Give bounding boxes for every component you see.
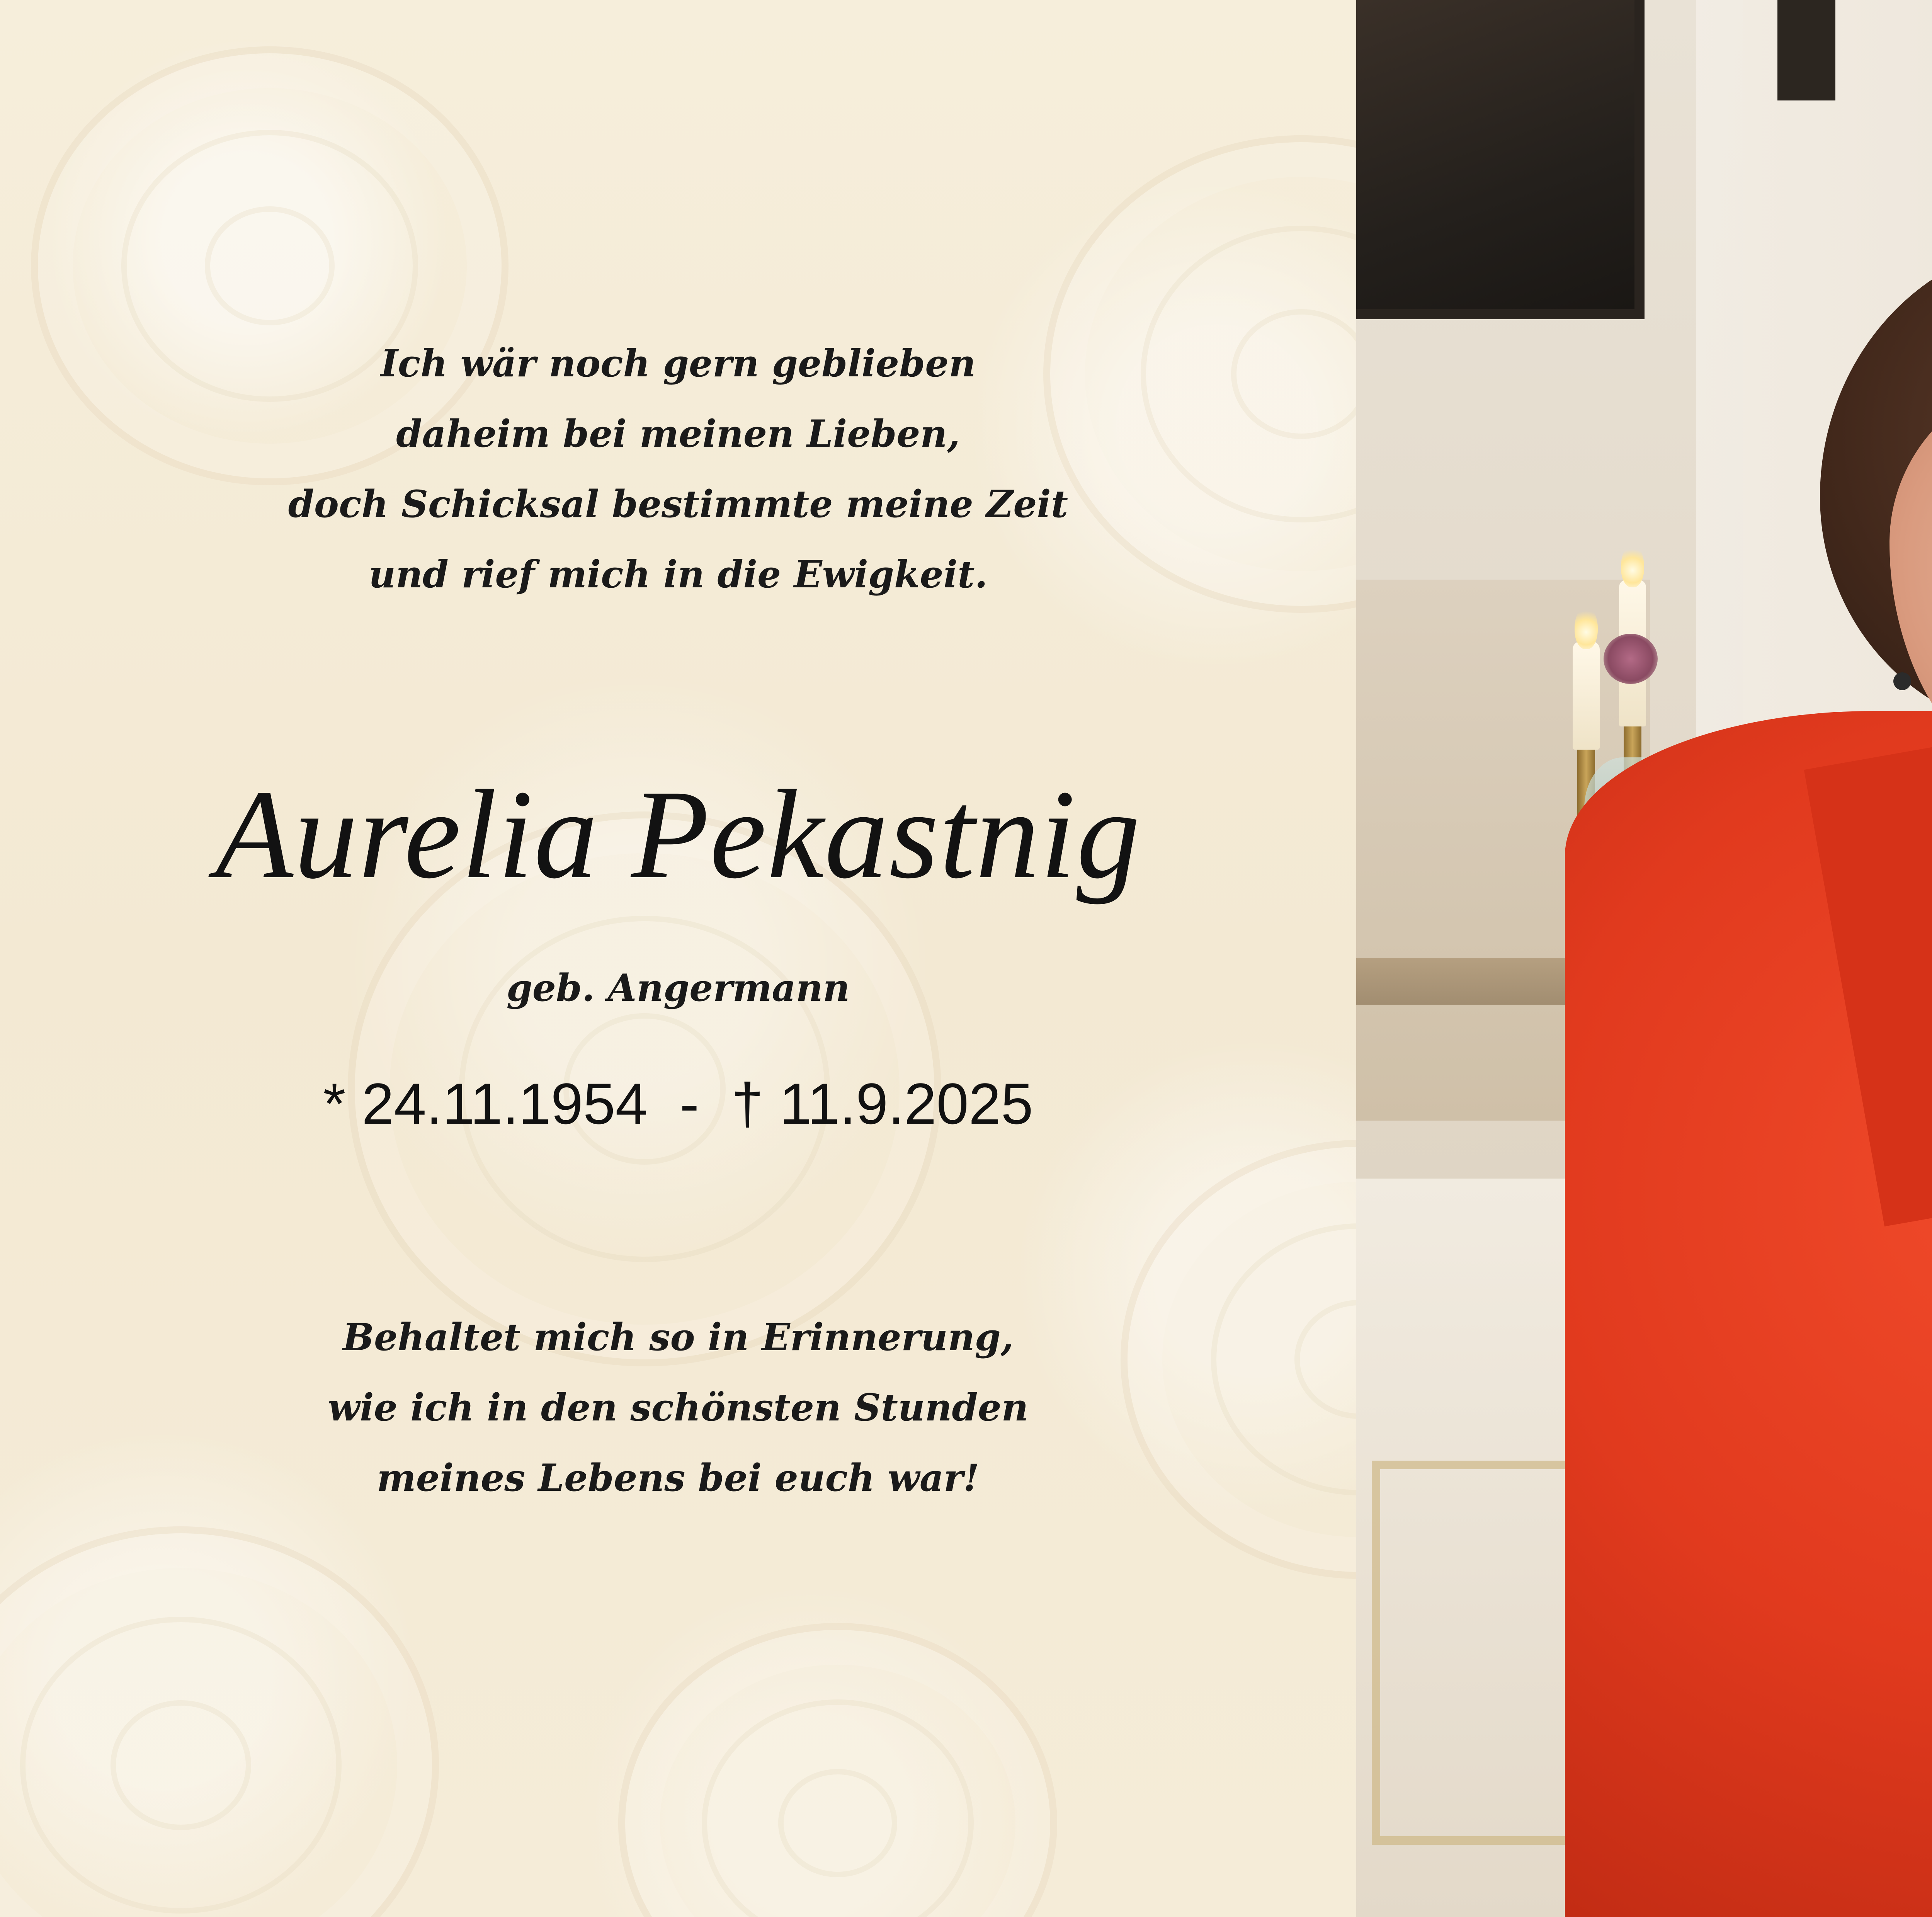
photo-background-painting — [1777, 0, 1835, 100]
photo-background-altar-frame — [1372, 1461, 1582, 1845]
life-dates — [0, 1070, 1356, 1137]
portrait-photo — [1356, 0, 1932, 1917]
maiden-name: geb. Angermann — [506, 966, 850, 1010]
verse-line: daheim bei meinen Lieben, — [396, 412, 960, 456]
earring — [1893, 672, 1911, 690]
closing-verse — [0, 1302, 1356, 1513]
verse-line: und rief mich in die Ewigkeit. — [369, 553, 988, 596]
candle-flame — [1575, 607, 1598, 649]
date-separator: - — [647, 1071, 731, 1136]
candle-icon — [1573, 641, 1600, 750]
verse-line: meines Lebens bei euch war! — [377, 1456, 980, 1500]
photo-background-painting — [1356, 0, 1645, 319]
verse-line: Ich wär noch gern geblieben — [380, 342, 976, 385]
candle-flame — [1621, 545, 1644, 587]
opening-verse — [0, 328, 1356, 610]
death-date: † 11.9.2025 — [731, 1071, 1033, 1136]
rose-pattern — [618, 1623, 1057, 1917]
rose-pattern — [0, 1526, 439, 1917]
verse-line: Behaltet mich so in Erinnerung, — [342, 1315, 1014, 1359]
deceased-name: Aurelia Pekastnig — [215, 764, 1141, 905]
birth-date: * 24.11.1954 — [323, 1071, 648, 1136]
flower — [1604, 634, 1658, 684]
verse-line: doch Schicksal bestimmte meine Zeit — [288, 482, 1068, 526]
verse-line: wie ich in den schönsten Stunden — [328, 1386, 1029, 1429]
